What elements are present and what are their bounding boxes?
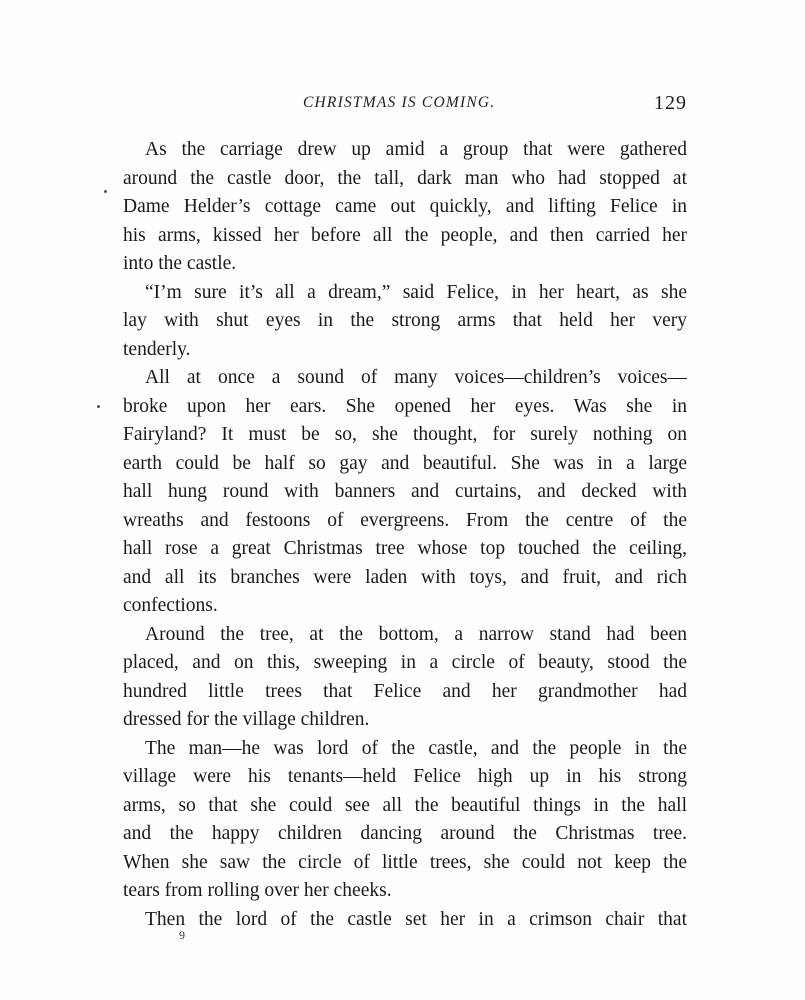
text-line: As the carriage drew up amid a group that were gathered [145, 139, 687, 160]
text-line: village were his tenants—held Felice high up in his strong [123, 766, 687, 787]
text-line: and the happy children dancing around the Christmas tree. [123, 823, 687, 844]
text-line: placed, and on this, sweeping in a circle of beauty, stood the [123, 652, 687, 673]
text-line: into the castle. [123, 253, 237, 274]
running-head [123, 92, 687, 118]
text-line: Then the lord of the castle set her in a crimson chair that [145, 908, 687, 930]
page-number: 129 [654, 92, 687, 114]
text-line: dressed for the village children. [123, 709, 370, 730]
text-line: hall hung round with banners and curtains, and decked with [123, 481, 687, 502]
text-line: broke upon her ears. She opened her eyes. Was she in [123, 395, 687, 417]
text-line: The man—he was lord of the castle, and the people in the [145, 737, 687, 759]
text-line: around the castle door, the tall, dark man who had stopped at [123, 167, 687, 189]
text-line: arms, so that she could see all the beautiful things in the hall [123, 794, 687, 816]
text-line: When she saw the circle of little trees, she could not keep the [123, 851, 687, 873]
text-line: his arms, kissed her before all the people, and then carried her [123, 224, 687, 246]
text-line: earth could be half so gay and beautiful. She was in a large [123, 452, 687, 474]
text-line: wreaths and festoons of evergreens. From the centre of the [123, 509, 687, 531]
body-text [123, 136, 687, 934]
text-line: hundred little trees that Felice and her grandmother had [123, 680, 687, 702]
text-line: Fairyland? It must be so, she thought, for surely nothing on [123, 424, 687, 445]
text-line: “I’m sure it’s all a dream,” said Felice, in her heart, as she [145, 281, 687, 303]
text-line: lay with shut eyes in the strong arms that held her very [123, 310, 687, 331]
running-title: CHRISTMAS IS COMING. [303, 94, 496, 111]
text-line: Dame Helder’s cottage came out quickly, and lifting Felice in [123, 196, 687, 217]
signature-mark: 9 [179, 928, 185, 942]
print-speck [104, 190, 107, 193]
text-line: All at once a sound of many voices—children’s voices— [145, 367, 687, 388]
text-line: Around the tree, at the bottom, a narrow stand had been [145, 623, 687, 645]
text-line: tears from rolling over her cheeks. [123, 880, 392, 901]
text-line: confections. [123, 595, 218, 616]
text-line: and all its branches were laden with toys, and fruit, and rich [123, 566, 687, 588]
text-line: hall rose a great Christmas tree whose top touched the ceiling, [123, 538, 687, 559]
print-speck [97, 405, 100, 408]
text-line: tenderly. [123, 338, 191, 360]
